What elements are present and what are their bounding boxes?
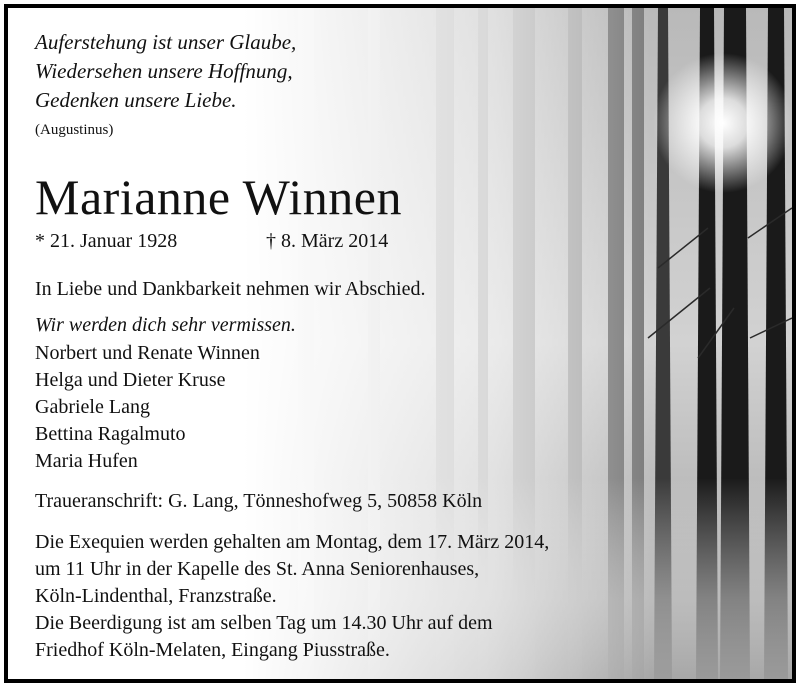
- service-line-2: um 11 Uhr in der Kapelle des St. Anna Seniorenhauses,: [35, 558, 480, 580]
- deceased-name: Marianne Winnen: [35, 169, 402, 225]
- mourning-address: Traueranschrift: G. Lang, Tönneshofweg 5, 50858 Köln: [35, 490, 483, 512]
- mourner-name: Helga und Dieter Kruse: [35, 369, 226, 391]
- quote-author: (Augustinus): [35, 122, 114, 138]
- death-date: † 8. März 2014: [266, 230, 389, 252]
- mourner-name: Norbert und Renate Winnen: [35, 342, 260, 364]
- quote-line-2: Wiedersehen unsere Hoffnung,: [35, 59, 293, 83]
- obituary-card: [4, 4, 796, 683]
- service-line-1: Die Exequien werden gehalten am Montag, dem 17. März 2014,: [35, 531, 550, 553]
- service-line-4: Die Beerdigung ist am selben Tag um 14.30 Uhr auf dem: [35, 612, 493, 634]
- mourner-name: Gabriele Lang: [35, 396, 150, 418]
- mourner-name: Maria Hufen: [35, 450, 138, 472]
- quote-line-1: Auferstehung ist unser Glaube,: [35, 30, 297, 54]
- mourner-name: Bettina Ragalmuto: [35, 423, 186, 445]
- service-line-5: Friedhof Köln-Melaten, Eingang Piusstraße.: [35, 639, 390, 661]
- birth-date: * 21. Januar 1928: [35, 230, 178, 252]
- obituary-text: [8, 8, 792, 679]
- service-line-3: Köln-Lindenthal, Franzstraße.: [35, 585, 277, 607]
- farewell-text: In Liebe und Dankbarkeit nehmen wir Abschied.: [35, 278, 426, 300]
- quote-line-3: Gedenken unsere Liebe.: [35, 88, 237, 112]
- mourners-intro: Wir werden dich sehr vermissen.: [35, 314, 296, 336]
